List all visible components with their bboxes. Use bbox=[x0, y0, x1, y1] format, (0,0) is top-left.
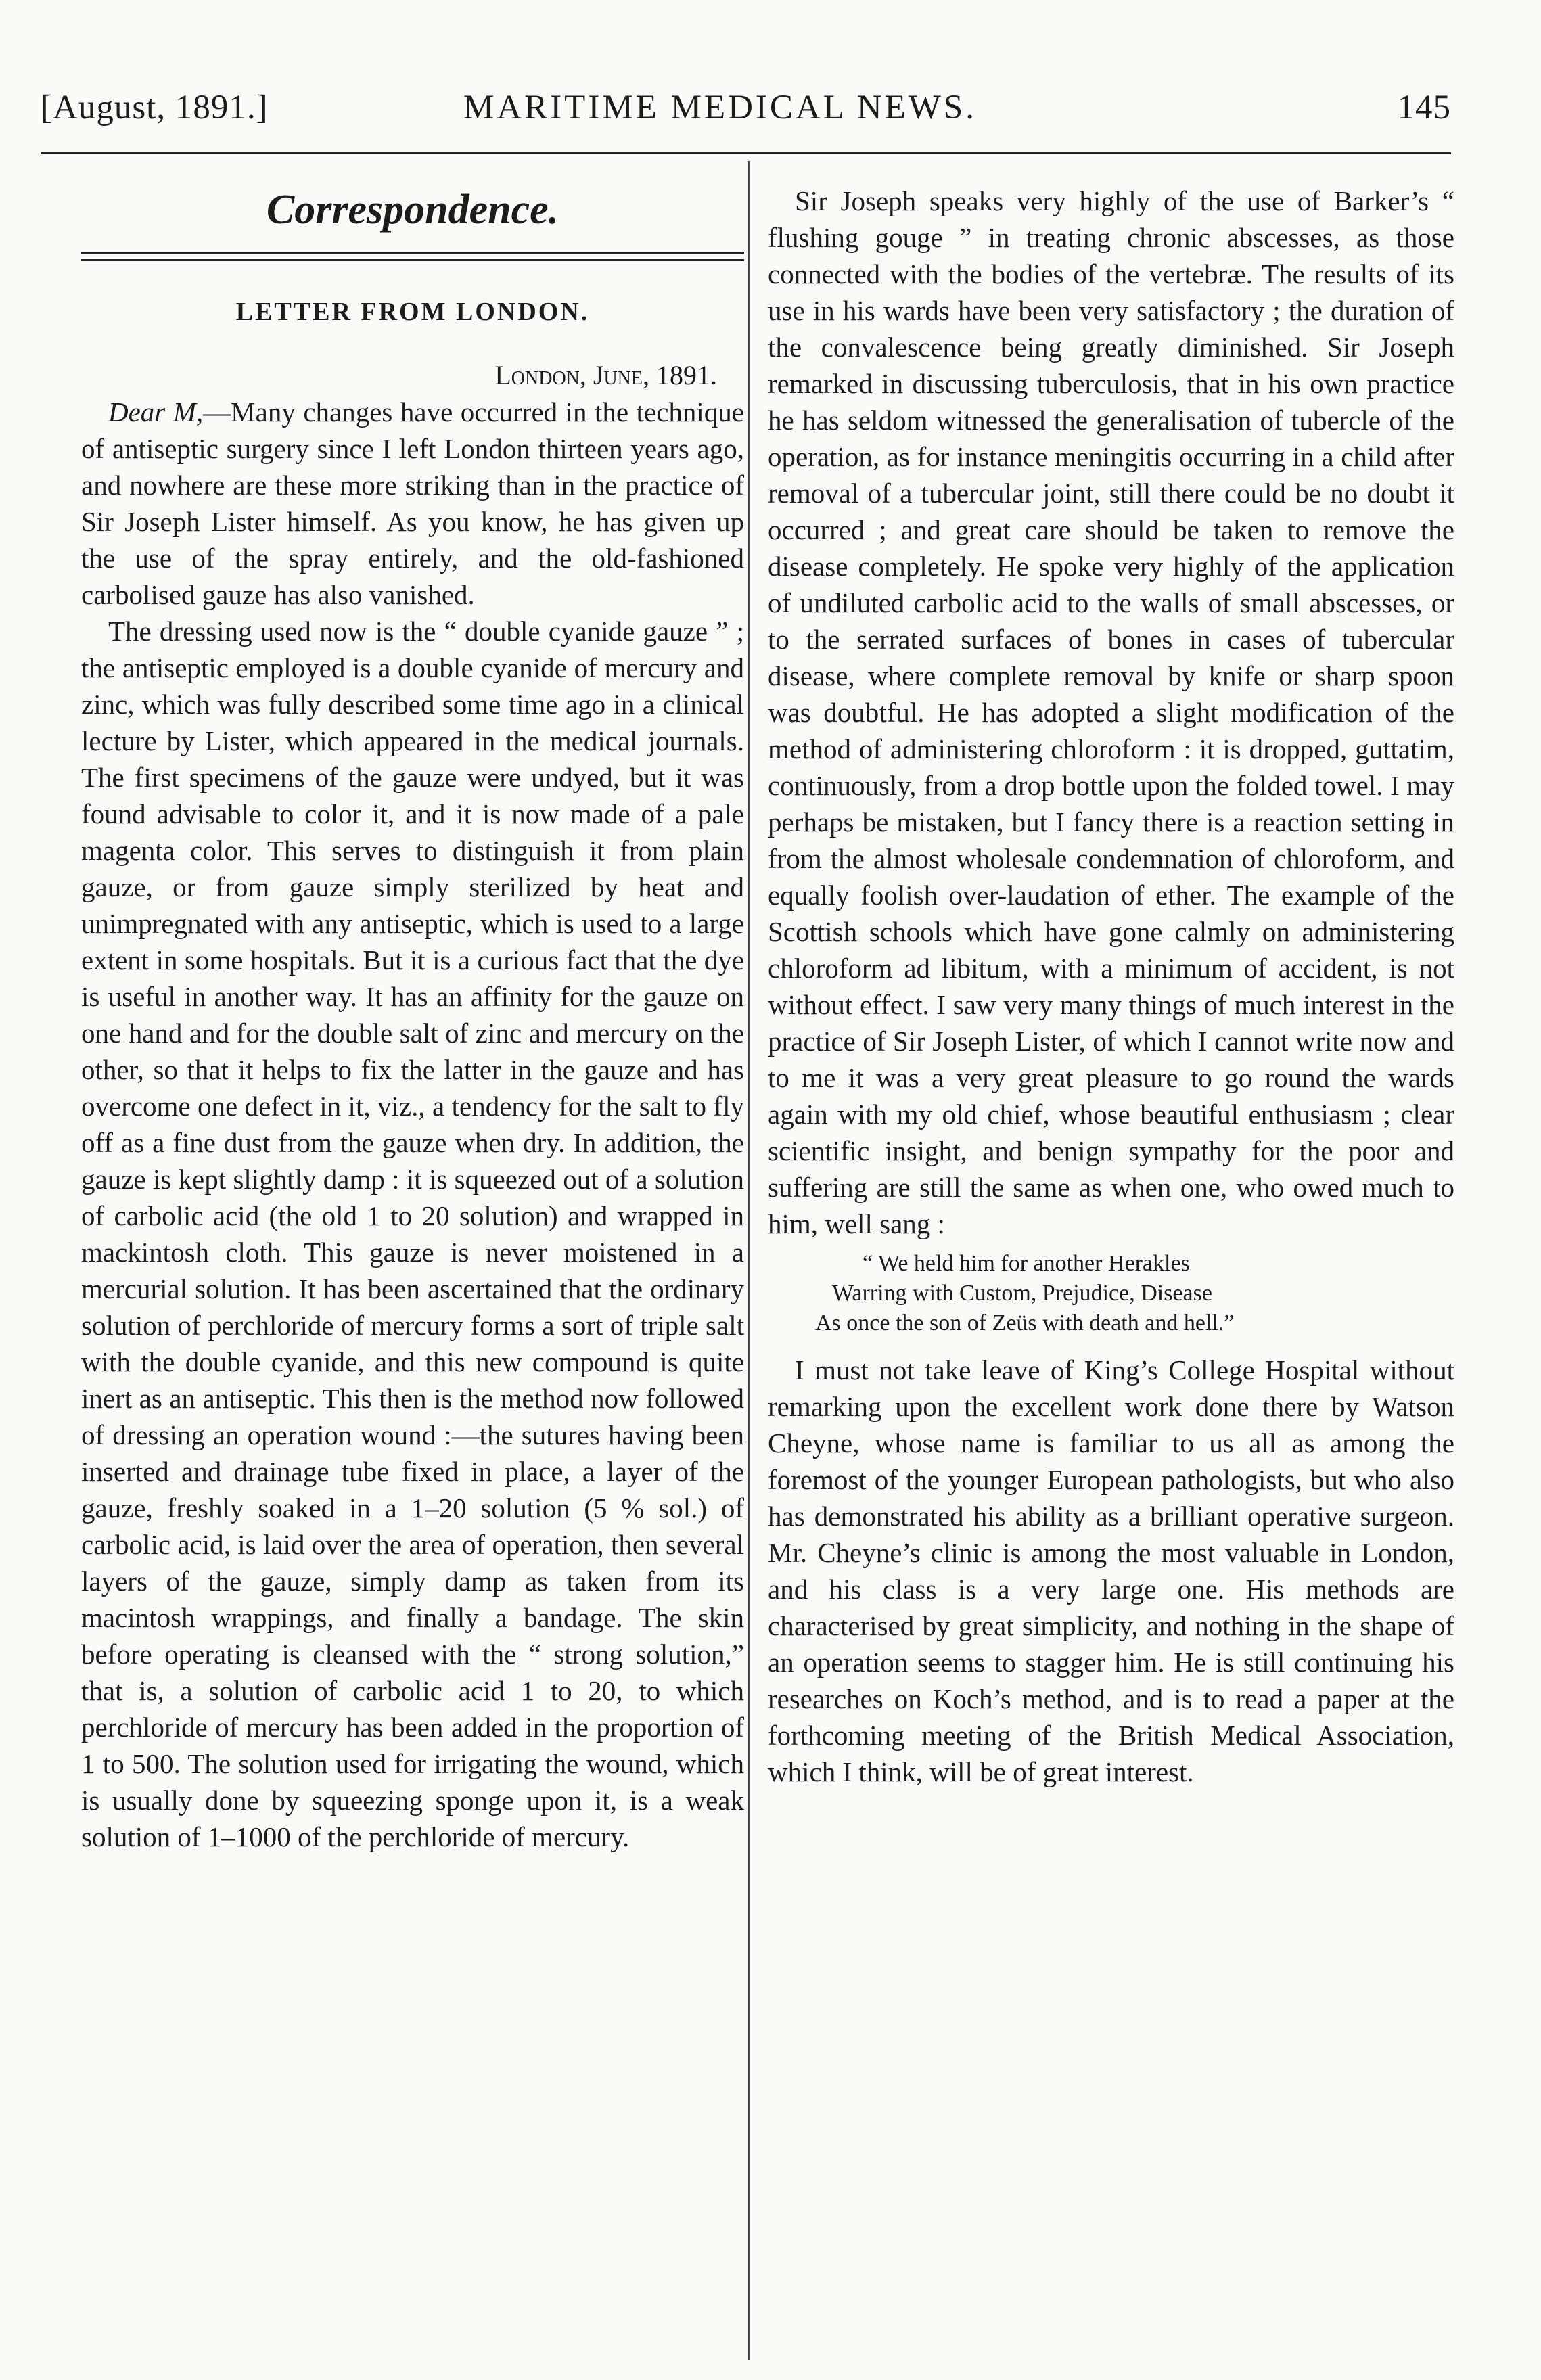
column-divider bbox=[748, 161, 750, 2360]
header-rule bbox=[41, 152, 1451, 154]
right-column bbox=[768, 183, 1454, 1790]
quote-line-2: Warring with Custom, Prejudice, Disease bbox=[832, 1281, 1212, 1306]
opening-text: —Many changes have occurred in the technique of antiseptic surgery since I left London thirteen years ago, and nowhere are these more striking than in the practice of Sir Joseph Lister himself. As you know, he has given up the use of the spray entirely, and the old-fashioned carbolised gauze has also vanished. bbox=[81, 396, 744, 610]
quote-line-1: “ We held him for another Herakles bbox=[862, 1251, 1190, 1276]
verse-quote bbox=[768, 1249, 1454, 1338]
issue-date: [August, 1891.] bbox=[41, 89, 269, 127]
running-header bbox=[41, 88, 1451, 135]
page-number: 145 bbox=[1397, 89, 1451, 127]
paragraph-kings-college: I must not take leave of King’s College Hospital without remarking upon the excellent work done there by Watson Cheyne, whose name is familiar to us all as among the foremost of the younger European pathologists, but who also has demonstrated his ability as a brilliant operative surgeon. Mr. Cheyne’s clinic is among the most valuable in London, and his class is a very large one. His methods are characterised by great simplicity, and nothing in the shape of an operation seems to stagger him. He is still continuing his researches on Koch’s method, and is to read a paper at the forthcoming meeting of the British Medical Association, which I think, will be of great interest. bbox=[768, 1354, 1454, 1787]
paragraph-sir-joseph: Sir Joseph speaks very highly of the use of Barker’s “ flushing gouge ” in treating chronic abscesses, as those connected with the bodies of the vertebræ. The results of its use in his wards have been very satisfactory ; the duration of the convalescence being greatly diminished. Sir Joseph remarked in discussing tuberculosis, that in his own practice he has seldom witnessed the generalisation of tubercle of the operation, as for instance meningitis occurring in a child after removal of a tubercular joint, still there could be no doubt it occurred ; and great care should be taken to remove the disease completely. He spoke very highly of the application of undiluted carbolic acid to the walls of small abscesses, or to the serrated surfaces of bones in cases of tubercular disease, where complete removal by knife or sharp spoon was doubtful. He has adopted a slight modification of the method of administering chloroform : it is dropped, guttatim, continuously, from a drop bottle upon the folded towel. I may perhaps be mistaken, but I fancy there is a reaction setting in from the almost wholesale condemnation of chloroform, and equally foolish over-laudation of ether. The example of the Scottish schools which have gone calmly on administering chloroform ad libitum, with a minimum of accident, is not without effect. I saw very many things of much interest in the practice of Sir Joseph Lister, of which I cannot write now and to me it was a very great pleasure to go round the wards again with my old chief, whose beautiful enthusiasm ; clear scientific insight, and benign sympathy for the poor and suffering are still the same as when one, who owed much to him, well sang : bbox=[768, 185, 1454, 1239]
paragraph-dressing: The dressing used now is the “ double cyanide gauze ” ; the antiseptic employed is a double cyanide of mercury and zinc, which was fully described some time ago in a clinical lecture by Lister, which appeared in the medical journals. The first specimens of the gauze were undyed, but it was found advisable to color it, and it is now made of a pale magenta color. This serves to distinguish it from plain gauze, or from gauze simply sterilized by heat and unimpregnated with any antiseptic, which is used to a large extent in some hospitals. But it is a curious fact that the dye is useful in another way. It has an affinity for the gauze on one hand and for the double salt of zinc and mercury on the other, so that it helps to fix the latter in the gauze and has overcome one defect in it, viz., a tendency for the salt to fly off as a fine dust from the gauze when dry. In addition, the gauze is kept slightly damp : it is squeezed out of a solution of carbolic acid (the old 1 to 20 solution) and wrapped in mackintosh cloth. This gauze is never moistened in a mercurial solution. It has been ascertained that the ordinary solution of perchloride of mercury forms a sort of triple salt with the double cyanide, and this new compound is quite inert as an antiseptic. This then is the method now followed of dressing an operation wound :—the sutures having been inserted and drainage tube fixed in place, a layer of the gauze, freshly soaked in a 1–20 solution (5 % sol.) of carbolic acid, is laid over the area of operation, then several layers of the gauze, simply damp as taken from its macintosh wrappings, and finally a bandage. The skin before operating is cleansed with the “ strong solution,” that is, a solution of carbolic acid 1 to 20, to which perchloride of mercury has been added in the proportion of 1 to 500. The solution used for irrigating the wound, which is usually done by squeezing sponge upon it, is a weak solution of 1–1000 of the perchloride of mercury. bbox=[81, 616, 744, 1852]
section-double-rule bbox=[81, 252, 744, 261]
salutation: Dear M, bbox=[108, 396, 204, 428]
journal-title: MARITIME MEDICAL NEWS. bbox=[463, 89, 977, 127]
dateline: London, June, 1891. bbox=[495, 360, 717, 390]
section-title: Correspondence. bbox=[266, 187, 559, 233]
paragraph-opening bbox=[81, 394, 744, 613]
letter-title: LETTER FROM LONDON. bbox=[235, 298, 590, 326]
quote-line-3: As once the son of Zeüs with death and hell.” bbox=[815, 1310, 1235, 1335]
left-column bbox=[81, 183, 744, 1855]
